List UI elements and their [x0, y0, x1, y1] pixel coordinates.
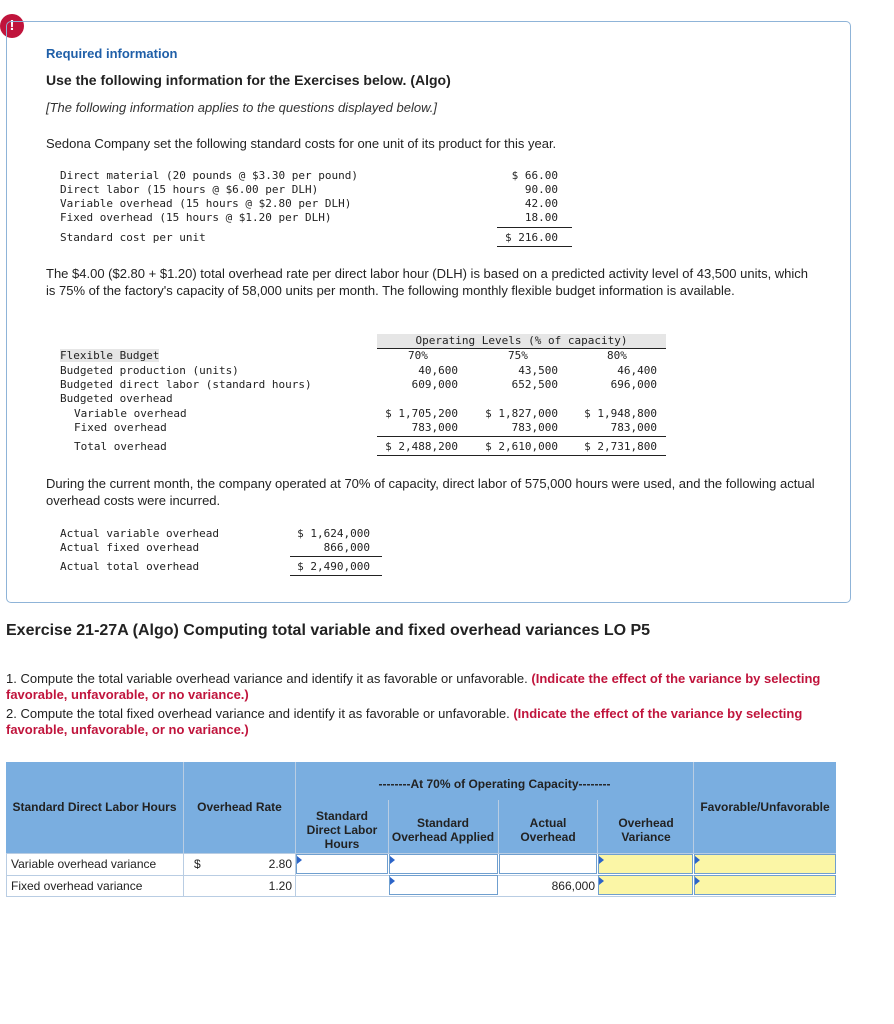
std-applied-input-fixed[interactable] — [389, 875, 498, 895]
fav-unfav-select-fixed[interactable] — [694, 875, 836, 895]
std-cost-label: Fixed overhead (15 hours @ $1.20 per DLH) — [60, 211, 332, 224]
grid — [498, 800, 499, 853]
flex-value: $ 2,488,200 — [385, 440, 458, 453]
applies-note: [The following information applies to the questions displayed below.] — [46, 100, 437, 115]
flex-row-label: Total overhead — [74, 440, 167, 453]
flex-value: 46,400 — [617, 364, 657, 377]
actual-value: $ 1,624,000 — [297, 527, 370, 540]
divider — [377, 455, 666, 456]
grid — [183, 762, 184, 897]
flex-value: 652,500 — [511, 378, 558, 391]
flex-row-label: Variable overhead — [74, 407, 187, 420]
currency-symbol: $ — [194, 857, 201, 871]
flex-value: 783,000 — [411, 421, 458, 434]
flex-value: $ 2,610,000 — [485, 440, 558, 453]
flex-value: $ 2,731,800 — [584, 440, 657, 453]
std-cost-label: Variable overhead (15 hours @ $2.80 per DLH) — [60, 197, 352, 210]
std-cost-label: Direct material (20 pounds @ $3.30 per pound) — [60, 169, 359, 182]
grid — [6, 896, 836, 897]
col-overhead-variance: Overhead Variance — [618, 816, 674, 844]
level-75: 75% — [508, 349, 528, 362]
divider — [290, 575, 382, 576]
question-2-text: 2. Compute the total fixed overhead variance and identify it as favorable or unfavorable. — [6, 706, 510, 721]
overhead-rate-paragraph: The $4.00 ($2.80 + $1.20) total overhead rate per direct labor hour (DLH) is based on a predicted activity level of 43,500 units, which is 75% of the factory's capacity of 58,000 units per month. The following monthly flexible budget information is available. — [46, 266, 809, 298]
overhead-rate-value: 1.20 — [268, 879, 292, 893]
std-cost-value: 42.00 — [524, 197, 558, 210]
flex-row-label: Budgeted production (units) — [60, 364, 239, 377]
actual-label: Actual variable overhead — [60, 527, 219, 540]
flex-row-label: Budgeted direct labor (standard hours) — [60, 378, 312, 391]
alert-icon: ! — [0, 14, 24, 38]
use-info-heading: Use the following information for the Exercises below. (Algo) — [46, 72, 451, 88]
std-cost-value: 90.00 — [524, 183, 558, 196]
flex-value: $ 1,705,200 — [385, 407, 458, 420]
question-1-text: 1. Compute the total variable overhead variance and identify it as favorable or unfavorable. — [6, 671, 528, 686]
overhead-rate-value: 2.80 — [268, 857, 292, 871]
input-marker-icon — [599, 877, 604, 885]
grid — [597, 800, 598, 853]
exercise-title: Exercise 21-27A (Algo) Computing total variable and fixed overhead variances LO P5 — [6, 622, 651, 639]
row-label-fixed: Fixed overhead variance — [11, 879, 143, 893]
col-standard-hours: Standard Direct Labor Hours — [306, 809, 378, 851]
col-actual-overhead: Actual Overhead — [520, 816, 576, 844]
col-overhead-rate: Overhead Rate — [197, 800, 282, 814]
std-applied-input-variable[interactable] — [389, 854, 498, 874]
question-2-note: (Indicate the effect of the variance by selecting favorable, unfavorable, or no variance.) — [6, 706, 803, 737]
actual-overhead-input-variable[interactable] — [499, 854, 597, 874]
divider — [377, 436, 666, 437]
required-info-title: Required information — [46, 46, 178, 61]
divider — [497, 246, 572, 247]
actual-overhead-fixed-value: 866,000 — [551, 879, 595, 893]
flex-value: $ 1,827,000 — [485, 407, 558, 420]
row-label-variable: Variable overhead variance — [11, 857, 157, 871]
actual-label: Actual total overhead — [60, 560, 200, 573]
flex-value: 696,000 — [610, 378, 657, 391]
flex-row-label: Fixed overhead — [74, 421, 167, 434]
level-70: 70% — [408, 349, 428, 362]
intro-text: Sedona Company set the following standard costs for one unit of its product for this year. — [46, 136, 557, 151]
variance-input-variable[interactable] — [598, 854, 693, 874]
flex-row-label: Budgeted overhead — [60, 392, 173, 405]
std-total-value: $ 216.00 — [505, 231, 558, 244]
level-80: 80% — [607, 349, 627, 362]
input-marker-icon — [599, 856, 604, 864]
operating-levels-heading: Operating Levels (% of capacity) — [377, 334, 666, 348]
actual-label: Actual fixed overhead — [60, 541, 200, 554]
current-month-paragraph: During the current month, the company operated at 70% of capacity, direct labor of 575,000 hours were used, and the following actual overhead costs were incurred. — [46, 476, 815, 508]
input-marker-icon — [695, 877, 700, 885]
input-marker-icon — [695, 856, 700, 864]
flex-row-label: Flexible Budget — [60, 349, 160, 362]
fav-unfav-select-variable[interactable] — [694, 854, 836, 874]
question-1 — [6, 671, 866, 703]
flex-value: 43,500 — [518, 364, 558, 377]
std-cost-label: Direct labor (15 hours @ $6.00 per DLH) — [60, 183, 319, 196]
flex-value: 609,000 — [411, 378, 458, 391]
actual-value: 866,000 — [323, 541, 370, 554]
capacity-group-header: --------At 70% of Operating Capacity-------- — [378, 777, 611, 791]
std-total-label: Standard cost per unit — [60, 231, 206, 244]
flex-value: $ 1,948,800 — [584, 407, 657, 420]
col-standard-applied: Standard Overhead Applied — [391, 816, 495, 844]
col-standard-dlh: Standard Direct Labor Hours — [12, 800, 177, 814]
question-1-note: (Indicate the effect of the variance by selecting favorable, unfavorable, or no variance.) — [6, 671, 821, 702]
flex-value: 783,000 — [610, 421, 657, 434]
flex-value: 40,600 — [418, 364, 458, 377]
variance-input-fixed[interactable] — [598, 875, 693, 895]
std-hours-input-variable[interactable] — [296, 854, 388, 874]
input-marker-icon — [297, 856, 302, 864]
grid — [6, 853, 7, 897]
std-cost-value: 18.00 — [524, 211, 558, 224]
std-cost-value: $ 66.00 — [511, 169, 558, 182]
grid — [388, 800, 389, 853]
col-favorable-unfavorable: Favorable/Unfavorable — [700, 800, 830, 814]
divider — [290, 556, 382, 557]
input-marker-icon — [390, 877, 395, 885]
divider — [497, 227, 572, 228]
question-2 — [6, 706, 866, 738]
actual-value: $ 2,490,000 — [297, 560, 370, 573]
flex-value: 783,000 — [511, 421, 558, 434]
input-marker-icon — [390, 856, 395, 864]
